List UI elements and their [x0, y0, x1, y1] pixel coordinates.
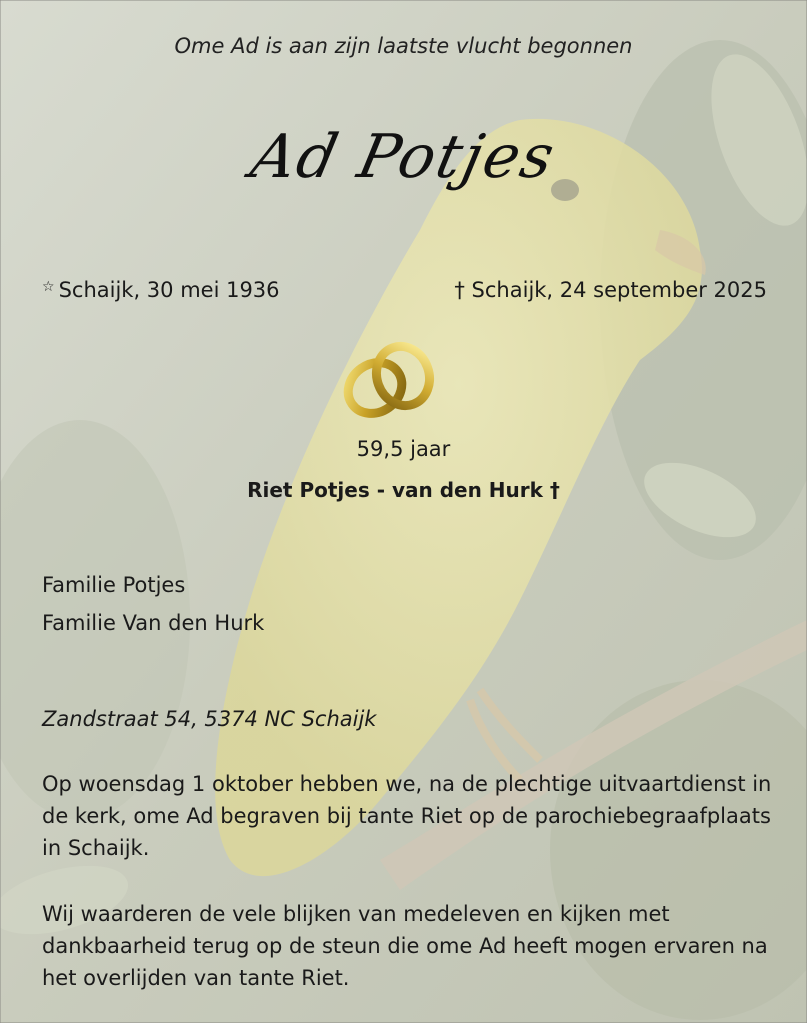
deceased-name: Ad Potjes [245, 122, 562, 192]
partner-name: Riet Potjes - van den Hurk † [247, 478, 560, 502]
family-line: Familie Van den Hurk [42, 611, 265, 635]
family-line: Familie Potjes [42, 573, 186, 597]
thanks-paragraph: Wij waarderen de vele blijken van medeleven en kijken met dankbaarheid terug op de steun die ome Ad heeft mogen ervaren na het overlijden van tante Riet. [42, 902, 768, 990]
star-icon: ☆ [42, 279, 55, 295]
death-info: † Schaijk, 24 september 2025 [454, 278, 767, 302]
address: Zandstraat 54, 5374 NC Schaijk [42, 707, 377, 731]
birth-info [42, 278, 280, 302]
funeral-paragraph: Op woensdag 1 oktober hebben we, na de plechtige uitvaartdienst in de kerk, ome Ad begraven bij tante Riet op de parochiebegraafplaats in Schaijk. [42, 772, 772, 860]
wedding-rings-icon [339, 340, 439, 422]
marriage-duration: 59,5 jaar [356, 437, 451, 461]
tagline: Ome Ad is aan zijn laatste vlucht begonnen [174, 34, 633, 58]
birth-text: Schaijk, 30 mei 1936 [58, 278, 280, 302]
